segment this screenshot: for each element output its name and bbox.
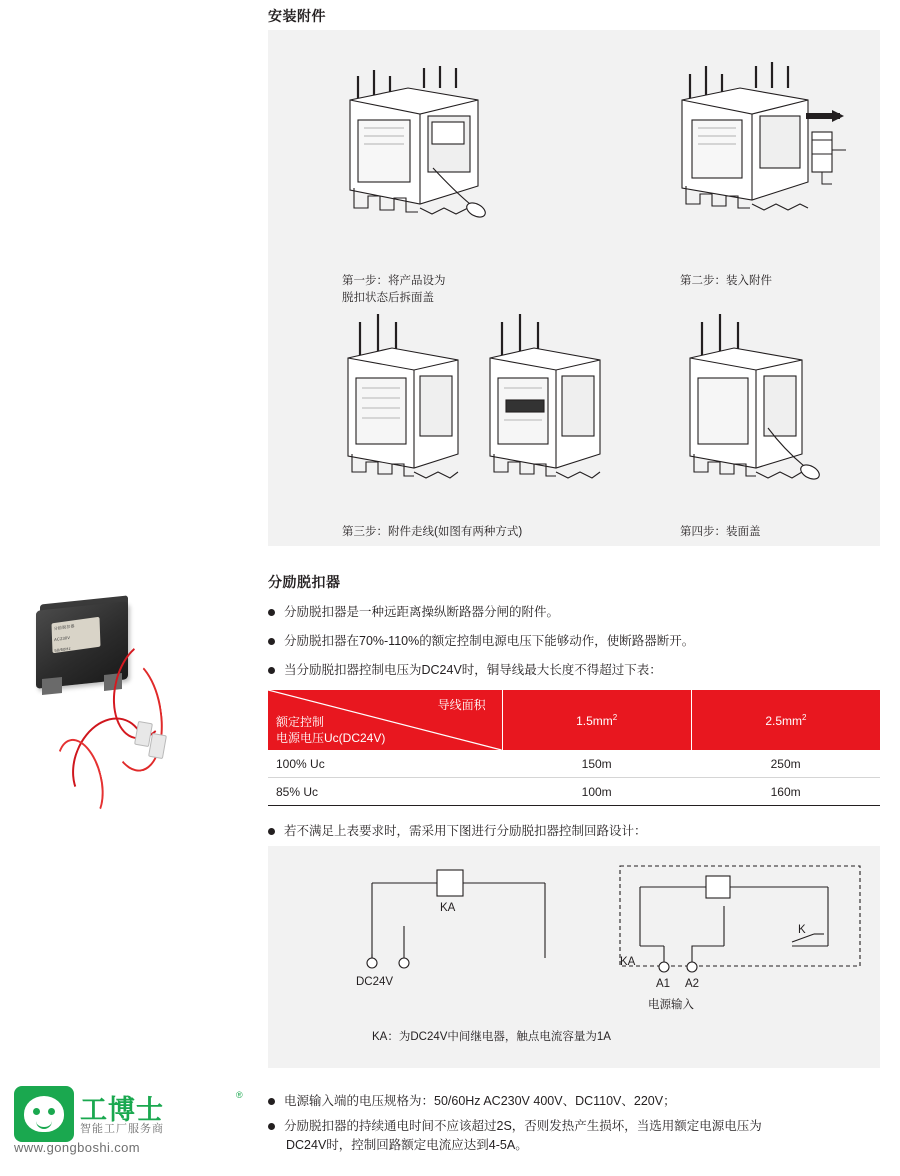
col-1_5mm-sup: 2 [612, 712, 618, 722]
row-2-col3: 160m [691, 778, 880, 806]
product-photo-shunt-release [18, 598, 198, 826]
table-header-diagonal-cell [268, 690, 502, 750]
bullet-shunt-6-line1: 分励脱扣器的持续通电时间不应该超过2S，否则发热产生损坏，当选用额定电源电压为 [284, 1119, 762, 1133]
table-header-col-2_5mm [691, 690, 880, 750]
left-column [0, 0, 268, 1176]
registered-mark-icon: ® [236, 1090, 243, 1100]
photo-device-foot-left [42, 677, 62, 695]
col-1_5mm-value: 1.5mm [576, 713, 613, 728]
col-2_5mm-value: 2.5mm [765, 713, 802, 728]
photo-label-line3: 50/60Hz [54, 645, 71, 654]
mascot-eye-left [33, 1108, 40, 1115]
caption-step1-line1: 第一步：将产品设为 [342, 275, 446, 287]
photo-label-line2: AC230V [53, 634, 71, 643]
row-2-label: 85% Uc [268, 778, 502, 806]
caption-step1-line2: 脱扣状态后拆面盖 [342, 292, 434, 304]
caption-step4: 第四步：装面盖 [680, 526, 761, 538]
breaker-illustration-step4 [668, 308, 838, 493]
row-1-label: 100% Uc [268, 750, 502, 778]
table-header-wire-area: 导线面积 [437, 698, 486, 712]
bullet-shunt-5: 电源输入端的电压规格为：50/60Hz AC230V 400V、DC110V、220V； [268, 1092, 896, 1111]
caption-step1 [342, 273, 562, 307]
bullet-shunt-1: 分励脱扣器是一种远距离操纵断路器分闸的附件。 [268, 603, 884, 622]
table-header-row [268, 690, 880, 750]
caption-circuit: KA：为DC24V中间继电器，触点电流容量为1A [372, 1031, 611, 1043]
label-a2: A2 [685, 978, 700, 990]
mascot-icon [14, 1086, 74, 1142]
caption-step3: 第三步：附件走线(如图有两种方式) [342, 526, 523, 538]
bullet-shunt-2: 分励脱扣器在70%-110%的额定控制电源电压下能够动作，使断路器断开。 [268, 632, 884, 651]
caption-step2: 第二步：装入附件 [680, 275, 772, 287]
table-row [268, 750, 880, 778]
label-a1: A1 [656, 978, 671, 990]
table-header-rated-line1: 额定控制 [276, 715, 325, 729]
table-header-col-1_5mm [502, 690, 691, 750]
circuit-diagram-panel [268, 846, 880, 1068]
watermark-subtitle: 智能工厂服务商 [80, 1123, 164, 1135]
photo-label-line1: 分励脱扣器 [53, 623, 75, 632]
table-row [268, 778, 880, 806]
label-power-input: 电源输入 [648, 999, 694, 1011]
label-k-right: K [798, 924, 806, 936]
bullet-shunt-6 [268, 1117, 896, 1155]
bullet-shunt-4: 若不满足上表要求时，需采用下图进行分励脱扣器控制回路设计： [268, 822, 884, 841]
breaker-illustration-step1 [328, 58, 508, 238]
row-1-col3: 250m [691, 750, 880, 778]
mascot-mouth [36, 1120, 52, 1129]
photo-device-label [51, 617, 100, 654]
section-title-install: 安装附件 [268, 8, 326, 24]
row-2-col2: 100m [502, 778, 691, 806]
mascot-eye-right [48, 1108, 55, 1115]
bullet-shunt-3: 当分励脱扣器控制电压为DC24V时，铜导线最大长度不得超过下表： [268, 661, 884, 680]
bullet-shunt-6-line2: DC24V时，控制回路额定电流应达到4-5A。 [286, 1138, 528, 1152]
mascot-face [24, 1096, 64, 1132]
install-illustration-panel [268, 30, 880, 546]
label-ka-left: KA [440, 902, 456, 914]
watermark-url: www.gongboshi.com [14, 1140, 141, 1155]
photo-connector-2 [148, 733, 167, 759]
watermark-logo-block [14, 1086, 250, 1162]
table-header-rated-voltage [276, 714, 385, 746]
section-title-shunt: 分励脱扣器 [268, 574, 341, 590]
label-ka-right: KA [620, 956, 636, 968]
wire-length-table [268, 690, 880, 806]
col-2_5mm-sup: 2 [802, 712, 807, 722]
table-header-rated-line2: 电源电压Uc(DC24V) [276, 731, 386, 745]
watermark-brand: 工博士 [80, 1095, 164, 1125]
breaker-illustration-step3b [470, 308, 620, 493]
label-dc24v: DC24V [356, 976, 394, 988]
row-1-col2: 150m [502, 750, 691, 778]
breaker-illustration-step3a [328, 308, 478, 493]
breaker-illustration-step2 [656, 54, 856, 234]
